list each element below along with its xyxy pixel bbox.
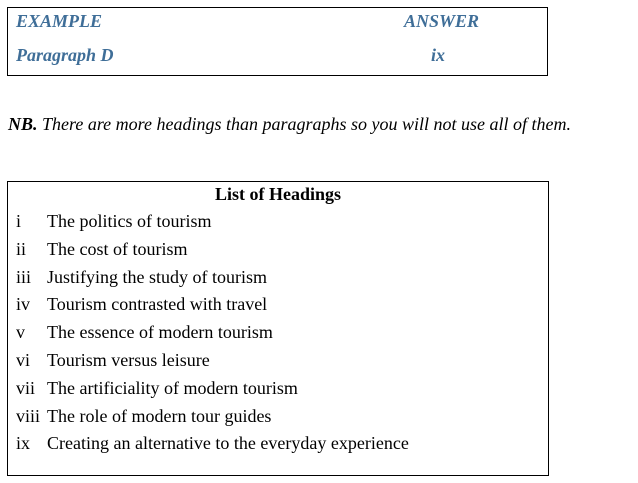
heading-text: The cost of tourism: [47, 239, 188, 259]
note-label: NB.: [8, 114, 38, 134]
heading-text: Tourism versus leisure: [47, 350, 210, 370]
heading-numeral: iv: [16, 294, 31, 314]
heading-item: [16, 210, 211, 232]
heading-item: [16, 238, 187, 260]
heading-item: [16, 377, 298, 399]
heading-numeral: ix: [16, 433, 31, 453]
example-box: [7, 7, 548, 76]
heading-text: Creating an alternative to the everyday experience: [47, 433, 409, 453]
heading-text: Tourism contrasted with travel: [47, 294, 268, 314]
heading-item: [16, 432, 409, 454]
heading-numeral: vii: [16, 378, 36, 398]
heading-text: The politics of tourism: [47, 211, 212, 231]
heading-text: Justifying the study of tourism: [47, 267, 267, 287]
heading-numeral: ii: [16, 239, 27, 259]
note-line: [8, 113, 571, 135]
example-label: EXAMPLE: [16, 11, 103, 31]
heading-numeral: viii: [16, 406, 41, 426]
heading-numeral: vi: [16, 350, 31, 370]
heading-item: [16, 321, 273, 343]
answer-label: ANSWER: [404, 11, 480, 31]
heading-item: [16, 293, 267, 315]
heading-text: The artificiality of modern tourism: [47, 378, 298, 398]
heading-item: [16, 266, 267, 288]
headings-box: [7, 181, 549, 476]
heading-item: [16, 405, 271, 427]
heading-item: [16, 349, 210, 371]
heading-text: The role of modern tour guides: [47, 406, 272, 426]
note-text: There are more headings than paragraphs so you will not use all of them.: [37, 114, 571, 134]
heading-numeral: iii: [16, 267, 32, 287]
heading-numeral: i: [16, 211, 22, 231]
headings-title: List of Headings: [214, 184, 342, 204]
heading-numeral: v: [16, 322, 25, 342]
heading-text: The essence of modern tourism: [47, 322, 273, 342]
paragraph-label: Paragraph D: [16, 45, 114, 65]
answer-value: ix: [431, 45, 446, 65]
